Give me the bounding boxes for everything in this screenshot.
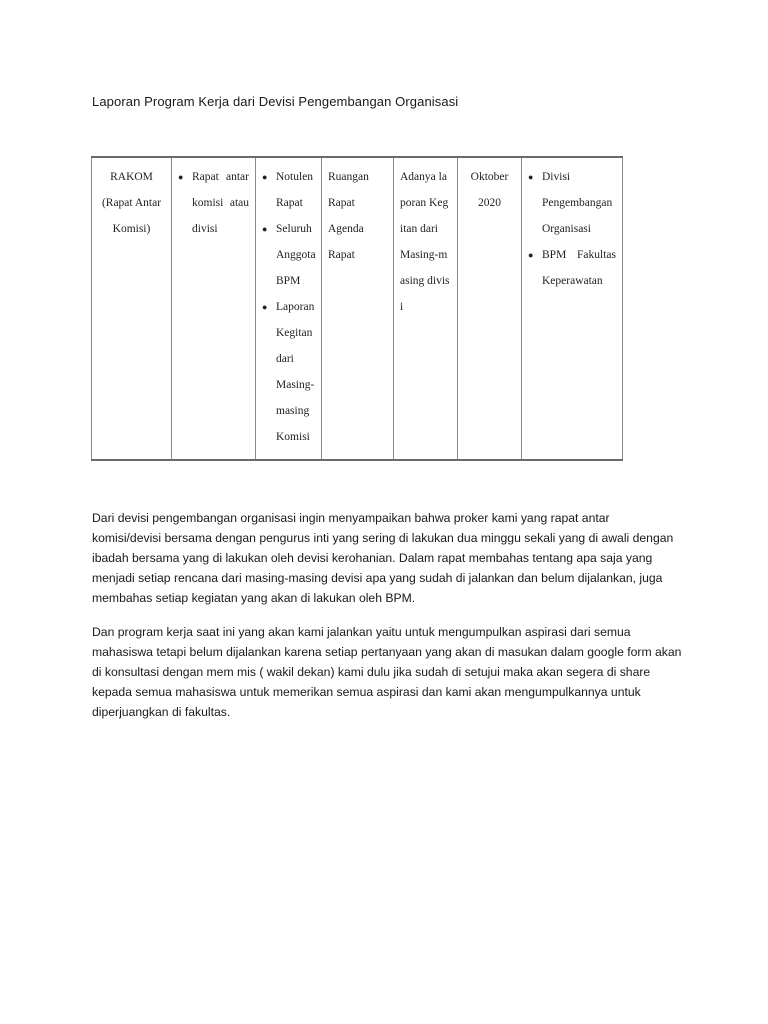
cell-tujuan [172, 157, 256, 460]
list-item: ● Notulen Rapat [262, 164, 315, 216]
body-paragraph: Dari devisi pengembangan organisasi ingin menyampaikan bahwa proker kami yang rapat antar komisi/devisi bersama dengan pengurus inti yang sering di lakukan dua minggu sekali yang di awali dengan ibadah bersama yang di lakukan oleh devisi kerohanian. Dalam rapat membahas tentang apa saja yang menjadi setiap rencana dari masing-masing devisi apa yang sudah di jalankan dan belum dijalankan, juga membahas setiap kegiatan yang akan di lakukan oleh BPM. [92, 511, 674, 605]
program-table-wrap [91, 156, 622, 461]
list-item: ● Rapat antar komisi atau divisi [178, 164, 249, 242]
list-item: ● Seluruh Anggota BPM [262, 216, 315, 294]
body-paragraph: Dan program kerja saat ini yang akan kami jalankan yaitu untuk mengumpulkan aspirasi dari semua mahasiswa tetapi belum dijalankan karena setiap pertanyaan yang akan di masukan dalam google form akan di konsultasi dengan mem mis ( wakil dekan) kami dulu jika sudah di setujui maka akan segera di share kepada semua mahasiswa untuk memerikan semua aspirasi dan kami akan mengumpulkannya untuk diperjuangkan di fakultas. [92, 625, 682, 719]
list-item: ● BPM Fakultas Keperawatan [528, 242, 616, 294]
document-title: Laporan Program Kerja dari Devisi Pengembangan Organisasi [92, 94, 459, 109]
list-item: ● Laporan Kegitan dari Masing-masing Komisi [262, 294, 315, 450]
cell-indikator: Adanya laporan Kegitan dari Masing-masing divisi [394, 157, 458, 460]
cell-waktu: Oktober 2020 [458, 157, 522, 460]
list-item: ● Divisi Pengembangan Organisasi [528, 164, 616, 242]
program-table [91, 156, 623, 461]
cell-kegiatan: RAKOM (Rapat Antar Komisi) [92, 157, 172, 460]
cell-tempat: Ruangan Rapat Agenda Rapat [322, 157, 394, 460]
cell-penanggung-jawab [522, 157, 623, 460]
table-row [92, 157, 623, 460]
cell-hasil [256, 157, 322, 460]
